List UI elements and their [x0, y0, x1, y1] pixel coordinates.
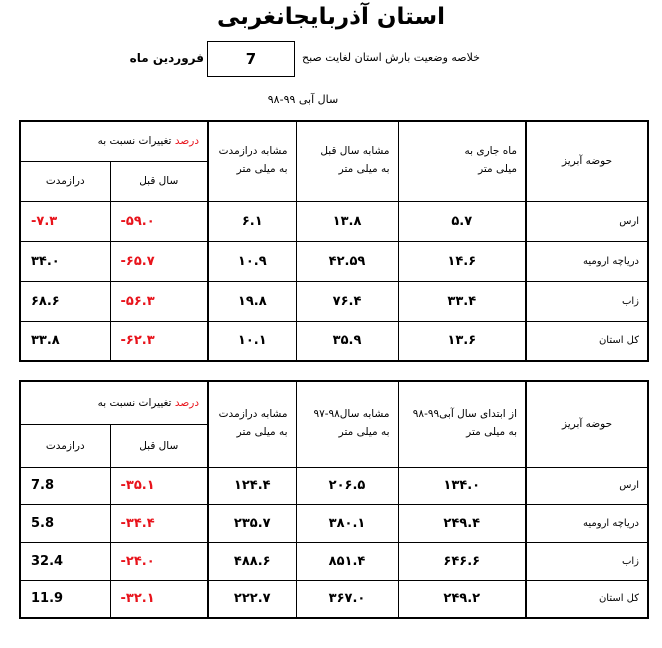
vs-long-term-value: -۷.۳ — [20, 201, 110, 241]
last-year-value: ۱۳.۸ — [296, 201, 398, 241]
table-row — [20, 241, 648, 281]
table-row — [20, 467, 648, 504]
header-last-year-line1: مشابه سال قبل — [320, 145, 390, 158]
long-term-value: ۱۹.۸ — [208, 281, 296, 321]
table-row — [20, 542, 648, 580]
vs-long-term-value: ۳۳.۸ — [20, 321, 110, 361]
current-value: ۱۳۴.۰ — [398, 467, 526, 504]
last-year-value: ۲۰۶.۵ — [296, 467, 398, 504]
header-since-water-year-line1: از ابتدای سال آبی۹۹-۹۸ — [412, 408, 518, 421]
table-row — [20, 504, 648, 542]
basin-name: کل استان — [526, 321, 648, 361]
current-value: ۲۴۹.۴ — [398, 504, 526, 542]
vs-last-year-value: -۶۵.۷ — [110, 241, 208, 281]
long-term-value: ۲۳۵.۷ — [208, 504, 296, 542]
basin-name: کل استان — [526, 580, 648, 618]
header-change-prefix: درصد — [174, 135, 200, 148]
long-term-value: ۱۰.۱ — [208, 321, 296, 361]
header-basin: حوضه آبریز — [526, 121, 648, 201]
long-term-value: ۶.۱ — [208, 201, 296, 241]
header-since-water-year — [398, 381, 526, 467]
basin-name: دریاچه ارومیه — [526, 241, 648, 281]
long-term-value: ۱۰.۹ — [208, 241, 296, 281]
basin-name: دریاچه ارومیه — [526, 504, 648, 542]
page-title: استان آذربایجانغربی — [216, 4, 446, 30]
header-long-term-line1: مشابه درازمدت — [218, 145, 288, 158]
header-last-year — [296, 381, 398, 467]
last-year-value: ۳۸۰.۱ — [296, 504, 398, 542]
current-value: ۵.۷ — [398, 201, 526, 241]
header-change-rest: تغییرات نسبت به — [97, 135, 172, 148]
header-long-term-line1: مشابه درازمدت — [218, 408, 288, 421]
header-vs-long-term: درازمدت — [20, 424, 110, 467]
header-since-water-year-line2: به میلی متر — [466, 426, 518, 439]
last-year-value: ۸۵۱.۴ — [296, 542, 398, 580]
header-vs-last-year: سال قبل — [110, 161, 208, 201]
vs-long-term-value: 7.8 — [20, 467, 110, 504]
header-current-month-line2: میلی متر — [478, 163, 518, 176]
basin-name: ارس — [526, 201, 648, 241]
report-subtitle: خلاصه وضعیت بارش استان لغایت صبح — [302, 51, 480, 64]
water-year-label: سال آبی ۹۹-۹۸ — [267, 93, 339, 106]
header-last-year-line2: به میلی متر — [338, 426, 390, 439]
vs-long-term-value: 11.9 — [20, 580, 110, 618]
basin-name: زاب — [526, 281, 648, 321]
header-long-term-line2: به میلی متر — [236, 163, 288, 176]
current-value: ۳۳.۴ — [398, 281, 526, 321]
current-value: ۲۴۹.۲ — [398, 580, 526, 618]
header-last-year — [296, 121, 398, 201]
vs-last-year-value: -۳۲.۱ — [110, 580, 208, 618]
long-term-value: ۱۲۴.۴ — [208, 467, 296, 504]
basin-name: زاب — [526, 542, 648, 580]
header-last-year-line1: مشابه سال۹۸-۹۷ — [313, 408, 390, 421]
vs-last-year-value: -۲۴.۰ — [110, 542, 208, 580]
header-change-prefix: درصد — [174, 396, 200, 409]
table-row — [20, 281, 648, 321]
current-value: ۶۴۶.۶ — [398, 542, 526, 580]
vs-last-year-value: -۶۲.۳ — [110, 321, 208, 361]
header-change-percent — [20, 381, 208, 424]
header-basin: حوضه آبریز — [526, 381, 648, 467]
vs-long-term-value: 5.8 — [20, 504, 110, 542]
day-field: 7 — [207, 41, 295, 77]
current-value: ۱۴.۶ — [398, 241, 526, 281]
table-row — [20, 580, 648, 618]
last-year-value: ۷۶.۴ — [296, 281, 398, 321]
month-label: فروردین ماه — [129, 51, 204, 65]
vs-long-term-value: ۶۸.۶ — [20, 281, 110, 321]
vs-long-term-value: ۳۴.۰ — [20, 241, 110, 281]
vs-last-year-value: -۳۵.۱ — [110, 467, 208, 504]
header-change-rest: تغییرات نسبت به — [97, 396, 172, 409]
header-long-term — [208, 381, 296, 467]
last-year-value: ۳۵.۹ — [296, 321, 398, 361]
header-change-percent — [20, 121, 208, 161]
current-value: ۱۳.۶ — [398, 321, 526, 361]
vs-last-year-value: -۵۹.۰ — [110, 201, 208, 241]
cumulative-precipitation-table — [19, 380, 649, 619]
table-row — [20, 321, 648, 361]
vs-long-term-value: 32.4 — [20, 542, 110, 580]
header-vs-long-term: درازمدت — [20, 161, 110, 201]
long-term-value: ۲۲۲.۷ — [208, 580, 296, 618]
vs-last-year-value: -۵۶.۳ — [110, 281, 208, 321]
header-long-term — [208, 121, 296, 201]
long-term-value: ۴۸۸.۶ — [208, 542, 296, 580]
table-row — [20, 201, 648, 241]
last-year-value: ۳۶۷.۰ — [296, 580, 398, 618]
header-current-month — [398, 121, 526, 201]
header-long-term-line2: به میلی متر — [236, 426, 288, 439]
header-current-month-line1: ماه جاری به — [464, 145, 518, 158]
header-vs-last-year: سال قبل — [110, 424, 208, 467]
last-year-value: ۴۲.۵۹ — [296, 241, 398, 281]
header-last-year-line2: به میلی متر — [338, 163, 390, 176]
basin-name: ارس — [526, 467, 648, 504]
monthly-precipitation-table — [19, 120, 649, 362]
vs-last-year-value: -۳۴.۴ — [110, 504, 208, 542]
